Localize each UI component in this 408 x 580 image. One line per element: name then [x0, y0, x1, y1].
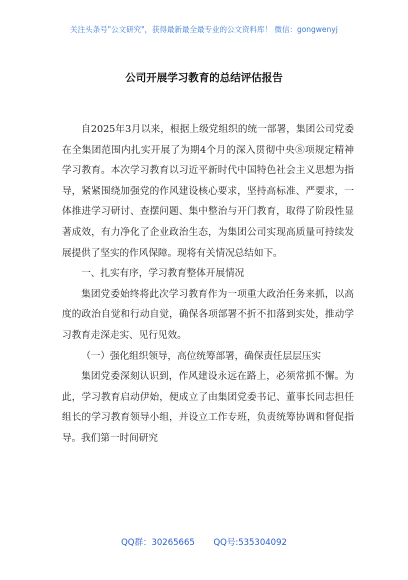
document-body [62, 120, 354, 450]
section-1-paragraph: 集团党委始终将此次学习教育作为一项重大政治任务来抓，以高度的政治自觉和行动自觉，确保各项部署不折不扣落到实处，推动学习教育走深走实、见行见效。 [62, 288, 354, 341]
subsection-1-paragraph: 集团党委深刻认识到，作风建设永远在路上，必须常抓不懈。为此，学习教育启动伊始，便成立了由集团党委书记、董事长同志担任组长的学习教育领导小组，并设立工作专班，负责统筹协调和督促指导。我们第一时间研究 [62, 371, 354, 444]
contact-footer [0, 536, 408, 548]
intro-paragraph: 自2025年3月以来，根据上级党组织的统一部署，集团公司党委在全集团范围内扎实开展了为期4个月的深入贯彻中央⑧项规定精神学习教育。本次学习教育以习近平新时代中国特色社会主义思想为指导，紧紧围绕加强党的作风建设核心要求，坚持高标准、严要求，一体推进学习研讨、查摆问题、集中整治与开门教育，取得了阶段性显著成效，有力净化了企业政治生态，为集团公司实现高质量可持续发展提供了坚实的作风保障。现将有关情况总结如下。 [62, 124, 354, 259]
document-title: 公司开展学习教育的总结评估报告 [125, 72, 283, 84]
subsection-heading-1: （一）强化组织领导，高位统筹部署，确保责任层层压实 [81, 350, 322, 362]
section-heading-1: 一、扎实有序，学习教育整体开展情况 [81, 268, 245, 280]
qq-group-text: QQ群：30265665 [121, 538, 195, 548]
header-note: 关注头条号"公文研究"，获得最新最全最专业的公文资料库！ 微信：gongwenyj [70, 25, 338, 34]
qq-number-text: QQ号:535304092 [213, 538, 287, 548]
